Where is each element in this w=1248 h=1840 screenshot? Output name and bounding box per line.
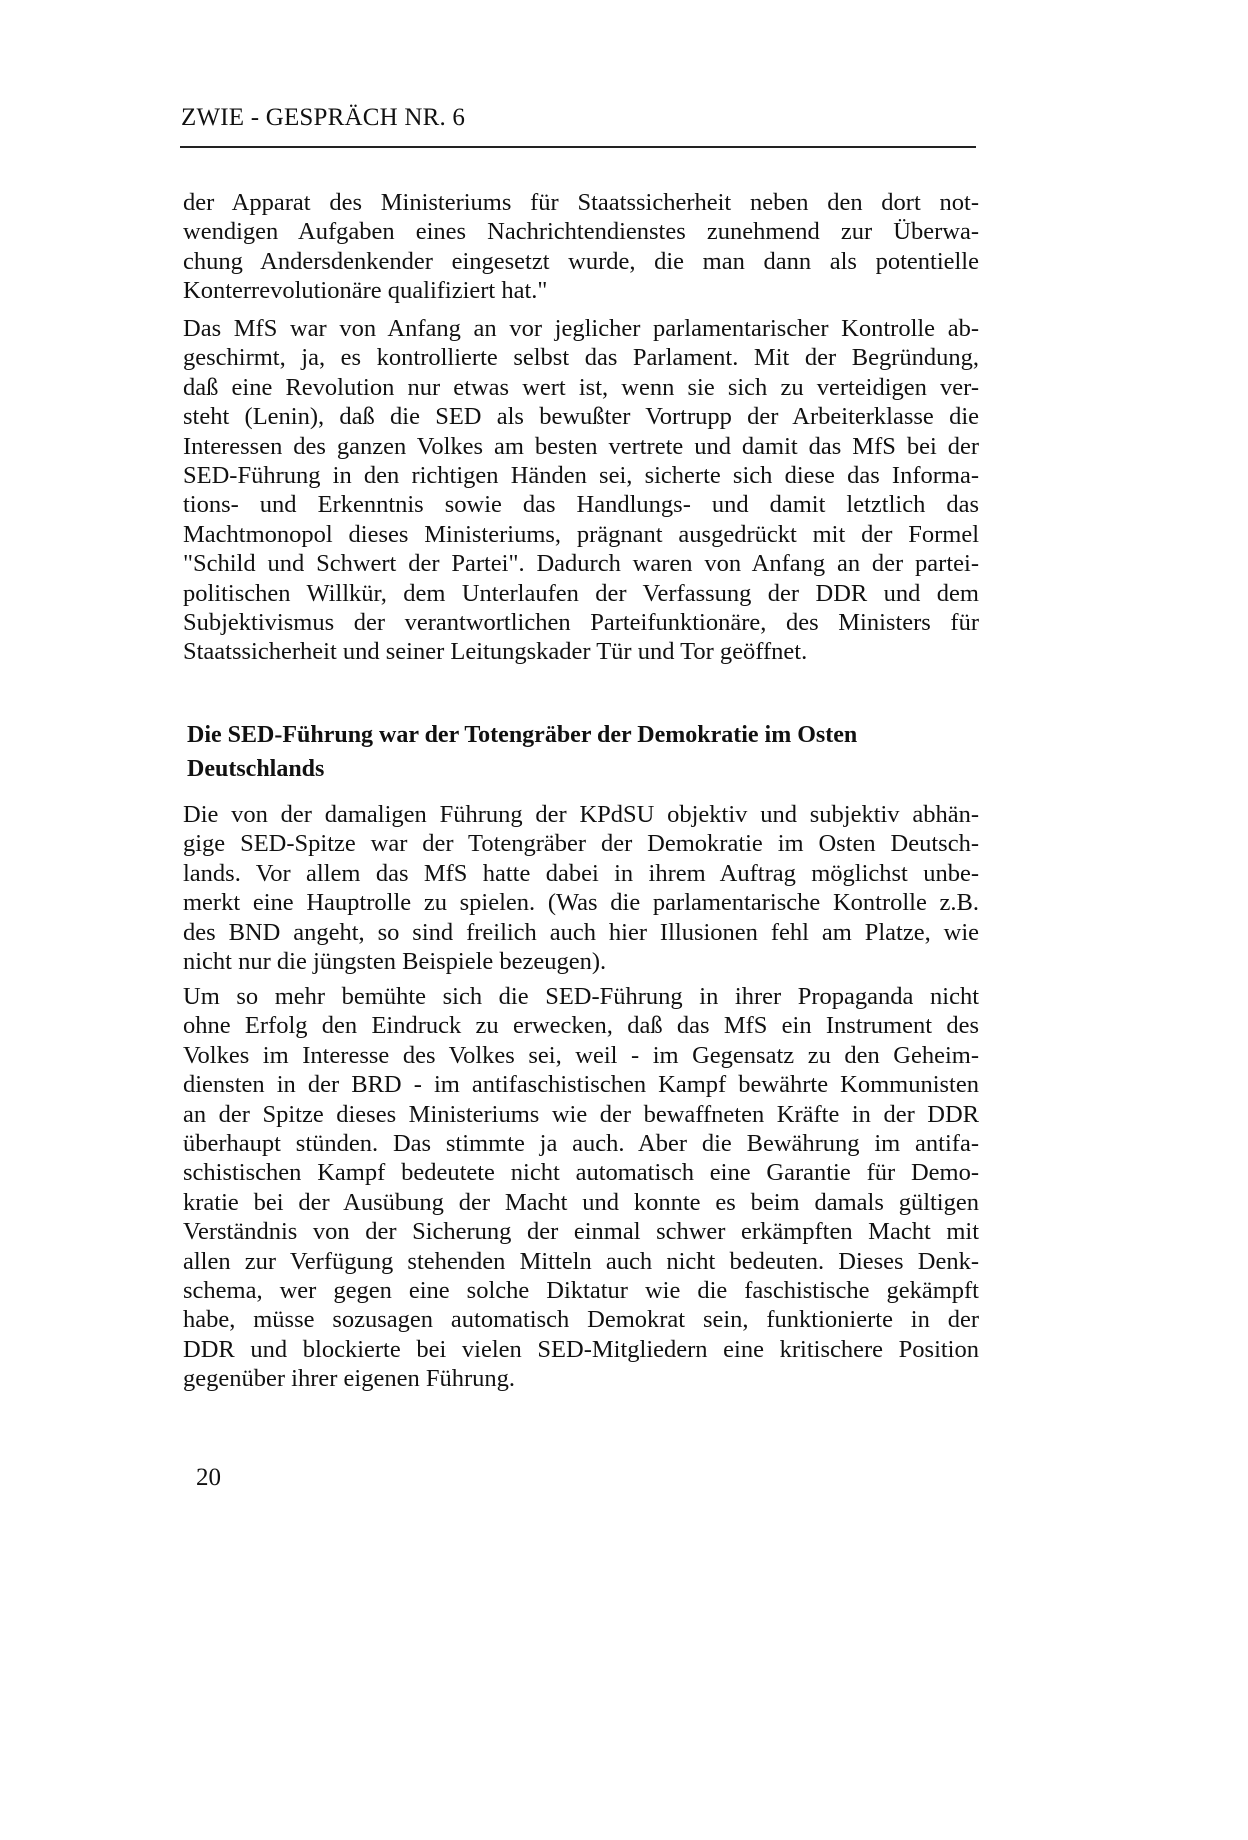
text-line: SED-Führung in den richtigen Händen sei, sicherte sich diese das Informa- bbox=[183, 462, 979, 490]
text-line: merkt eine Hauptrolle zu spielen. (Was die parlamentarische Kontrolle z.B. bbox=[183, 889, 979, 917]
text-line: schistischen Kampf bedeutete nicht automatisch eine Garantie für Demo- bbox=[183, 1159, 979, 1187]
text-line: kratie bei der Ausübung der Macht und konnte es beim damals gültigen bbox=[183, 1188, 979, 1216]
text-line: der Apparat des Ministeriums für Staatssicherheit neben den dort not- bbox=[183, 189, 979, 216]
paragraph-1 bbox=[183, 188, 979, 306]
paragraph-3 bbox=[183, 800, 979, 976]
text-line: DDR und blockierte bei vielen SED-Mitgliedern eine kritischere Position bbox=[183, 1335, 979, 1363]
heading-line: Deutschlands bbox=[187, 756, 325, 782]
text-line: politischen Willkür, dem Unterlaufen der Verfassung der DDR und dem bbox=[183, 579, 979, 607]
text-line: tions- und Erkenntnis sowie das Handlungs- und damit letztlich das bbox=[183, 491, 979, 519]
heading-line: Die SED-Führung war der Totengräber der Demokratie im Osten bbox=[187, 722, 858, 748]
running-header: ZWIE - GESPRÄCH NR. 6 bbox=[181, 104, 466, 131]
text-line: Subjektivismus der verantwortlichen Parteifunktionäre, des Ministers für bbox=[183, 609, 979, 637]
section-heading bbox=[187, 718, 977, 786]
text-line: Interessen des ganzen Volkes am besten vertrete und damit das MfS bei der bbox=[183, 432, 979, 460]
text-line: des BND angeht, so sind freilich auch hier Illusionen fehl am Platze, wie bbox=[183, 918, 979, 946]
page-number: 20 bbox=[196, 1464, 221, 1491]
text-line: Die von der damaligen Führung der KPdSU objektiv und subjektiv abhän- bbox=[183, 801, 979, 828]
text-line: lands. Vor allem das MfS hatte dabei in ihrem Auftrag möglichst unbe- bbox=[183, 859, 979, 887]
text-line: Verständnis von der Sicherung der einmal schwer erkämpften Macht mit bbox=[183, 1218, 979, 1246]
text-line: geschirmt, ja, es kontrollierte selbst das Parlament. Mit der Begründung, bbox=[183, 344, 979, 372]
text-line: Um so mehr bemühte sich die SED-Führung in ihrer Propaganda nicht bbox=[183, 983, 979, 1010]
text-line: Machtmonopol dieses Ministeriums, prägnant ausgedrückt mit der Formel bbox=[183, 520, 979, 548]
text-line: "Schild und Schwert der Partei". Dadurch waren von Anfang an der partei- bbox=[183, 550, 979, 578]
text-line: steht (Lenin), daß die SED als bewußter Vortrupp der Arbeiterklasse die bbox=[183, 403, 979, 431]
paragraph-2 bbox=[183, 314, 979, 667]
text-line: gegenüber ihrer eigenen Führung. bbox=[183, 1365, 515, 1393]
text-line: schema, wer gegen eine solche Diktatur wie die faschistische gekämpft bbox=[183, 1277, 979, 1305]
text-line: Staatssicherheit und seiner Leitungskader Tür und Tor geöffnet. bbox=[183, 638, 808, 666]
text-line: habe, müsse sozusagen automatisch Demokrat sein, funktionierte in der bbox=[183, 1306, 979, 1334]
text-line: diensten in der BRD - im antifaschistischen Kampf bewährte Kommunisten bbox=[183, 1071, 979, 1099]
text-line: nicht nur die jüngsten Beispiele bezeugen). bbox=[183, 948, 607, 976]
text-line: daß eine Revolution nur etwas wert ist, wenn sie sich zu verteidigen ver- bbox=[183, 373, 979, 401]
text-line: Konterrevolutionäre qualifiziert hat." bbox=[183, 277, 548, 305]
text-line: Volkes im Interesse des Volkes sei, weil - im Gegensatz zu den Geheim- bbox=[183, 1041, 979, 1069]
text-line: an der Spitze dieses Ministeriums wie der bewaffneten Kräfte in der DDR bbox=[183, 1100, 979, 1128]
text-line: überhaupt stünden. Das stimmte ja auch. Aber die Bewährung im antifa- bbox=[183, 1130, 979, 1158]
text-line: Das MfS war von Anfang an vor jeglicher parlamentarischer Kontrolle ab- bbox=[183, 315, 979, 342]
text-line: gige SED-Spitze war der Totengräber der Demokratie im Osten Deutsch- bbox=[183, 830, 979, 858]
text-line: wendigen Aufgaben eines Nachrichtendienstes zunehmend zur Überwa- bbox=[183, 218, 979, 246]
text-line: ohne Erfolg den Eindruck zu erwecken, daß das MfS ein Instrument des bbox=[183, 1012, 979, 1040]
paragraph-4 bbox=[183, 982, 979, 1394]
text-line: chung Andersdenkender eingesetzt wurde, die man dann als potentielle bbox=[183, 247, 979, 275]
header-rule bbox=[180, 146, 976, 148]
text-line: allen zur Verfügung stehenden Mitteln auch nicht bedeuten. Dieses Denk- bbox=[183, 1247, 979, 1275]
